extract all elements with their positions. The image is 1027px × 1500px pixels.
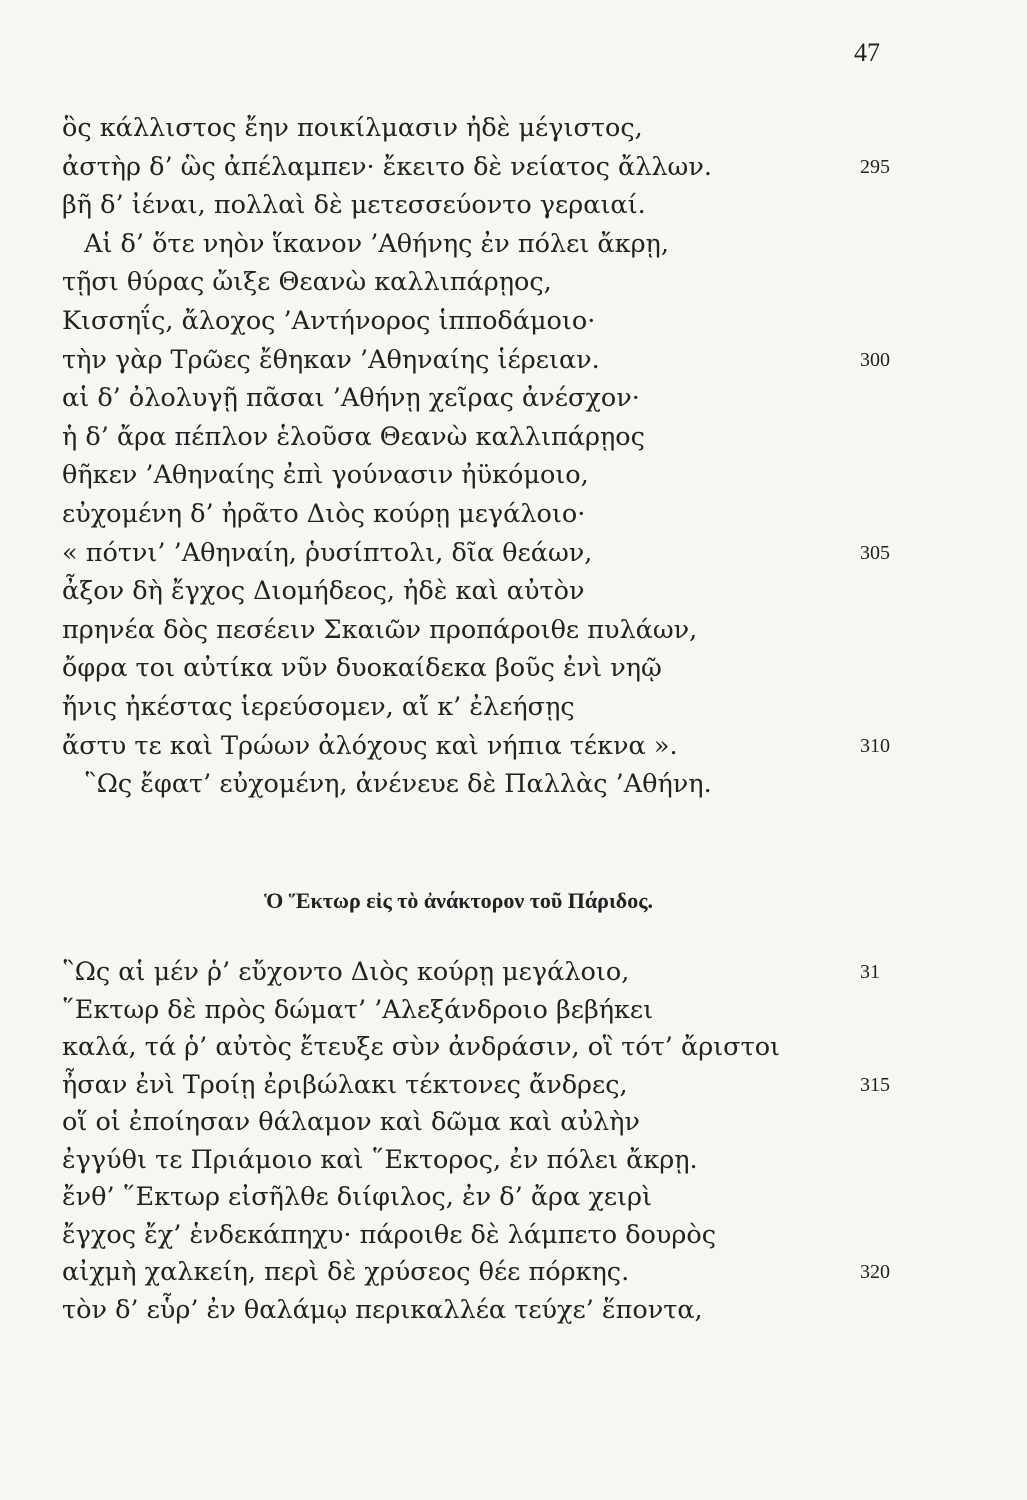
verse-line <box>62 687 962 727</box>
verse-text: ἦσαν ἐνὶ Τροίῃ ἐριβώλακι τέκτονες ἄνδρες, <box>62 1069 628 1100</box>
verse-line <box>62 1102 962 1142</box>
verse-line <box>62 1027 962 1067</box>
verse-line <box>62 571 962 611</box>
verse-text: θῆκεν ’Αθηναίης ἐπὶ γούνασιν ἠϋκόμοιο, <box>62 460 589 491</box>
verse-text: Κισσηΐς, ἄλοχος ’Αντήνορος ἱπποδάμοιο· <box>62 306 596 336</box>
line-number: 320 <box>860 1261 890 1283</box>
verse-line <box>62 378 962 418</box>
verse-text: πρηνέα δὸς πεσέειν Σκαιῶν προπάροιθε πυλάων, <box>62 614 698 645</box>
verse-line <box>62 1140 962 1180</box>
verse-text: ῞Εκτωρ δὲ πρὸς δώματ’ ’Αλεξάνδροιο βεβήκει <box>62 994 654 1025</box>
verse-text: ὄφρα τοι αὐτίκα νῦν δυοκαίδεκα βοῦς ἐνὶ νηῷ <box>62 653 662 684</box>
verse-text: βῆ δ’ ἰέναι, πολλαὶ δὲ μετεσσεύοντο γεραιαί. <box>62 190 646 221</box>
verse-text: ὃς κάλλιστος ἔην ποικίλμασιν ἠδὲ μέγιστος, <box>62 113 643 143</box>
verse-line <box>62 990 962 1030</box>
verse-line <box>62 1177 962 1217</box>
verse-line <box>62 494 962 534</box>
verse-text: ῝Ως ἔφατ’ εὐχομένη, ἀνένευε δὲ Παλλὰς ’Αθήνη. <box>84 769 712 800</box>
verse-line <box>62 147 962 187</box>
verse-text: ἤνις ἠκέστας ἱερεύσομεν, αἴ κ’ ἐλεήσῃς <box>62 692 575 722</box>
verse-text: ἄστυ τε καὶ Τρώων ἀλόχους καὶ νήπια τέκνα ». <box>62 730 678 761</box>
verse-line <box>62 533 962 573</box>
line-number: 31 <box>860 961 880 983</box>
line-number: 305 <box>860 541 890 564</box>
verse-text: « πότνι’ ’Αθηναίη, ῥυσίπτολι, δῖα θεάων, <box>62 537 593 568</box>
page-number: 47 <box>854 38 880 67</box>
verse-text: εὐχομένη δ’ ἠρᾶτο Διὸς κούρῃ μεγάλοιο· <box>62 499 586 529</box>
line-number: 300 <box>860 348 890 371</box>
verse-text: αἰχμὴ χαλκείη, περὶ δὲ χρύσεος θέε πόρκης. <box>62 1257 630 1287</box>
verse-text: ἆξον δὴ ἔγχος Διομήδεος, ἠδὲ καὶ αὐτὸν <box>62 576 585 607</box>
line-number: 315 <box>860 1073 890 1096</box>
verse-line <box>62 726 962 766</box>
verse-text: ἔνθ’ ῞Εκτωρ εἰσῆλθε διίφιλος, ἐν δ’ ἄρα χειρὶ <box>62 1182 653 1212</box>
verse-line <box>62 185 962 225</box>
verse-line <box>62 417 962 457</box>
verse-line <box>62 301 962 341</box>
verse-line <box>62 340 962 380</box>
verse-line <box>62 108 962 148</box>
verse-line <box>62 764 984 804</box>
section-heading: Ὁ Ἕκτωρ εἰς τὸ ἀνάκτορον τοῦ Πάριδος. <box>264 888 653 913</box>
verse-text: Αἱ δ’ ὅτε νηὸν ἵκανον ’Αθήνης ἐν πόλει ἄκρῃ, <box>84 228 669 259</box>
line-number: 295 <box>860 155 890 178</box>
verse-text: αἱ δ’ ὀλολυγῇ πᾶσαι ’Αθήνῃ χεῖρας ἀνέσχον· <box>62 383 640 414</box>
verse-text: ἀστὴρ δ’ ὣς ἀπέλαμπεν· ἔκειτο δὲ νείατος ἄλλων. <box>62 151 712 182</box>
verse-text: τὴν γὰρ Τρῶες ἔθηκαν ’Αθηναίης ἱέρειαν. <box>62 344 600 375</box>
verse-text: τῇσι θύρας ὤιξε Θεανὼ καλλιπάρῃος, <box>62 267 552 298</box>
verse-line <box>62 952 962 992</box>
verse-line <box>62 1065 962 1105</box>
verse-text: ἐγγύθι τε Πριάμοιο καὶ ῞Εκτορος, ἐν πόλει ἄκρῃ. <box>62 1144 698 1175</box>
verse-text: ἔγχος ἔχ’ ἑνδεκάπηχυ· πάροιθε δὲ λάμπετο δουρὸς <box>62 1219 717 1250</box>
verse-text: τὸν δ’ εὗρ’ ἐν θαλάμῳ περικαλλέα τεύχε’ ἕποντα, <box>62 1294 703 1325</box>
line-number: 310 <box>860 734 890 757</box>
verse-line <box>62 455 962 495</box>
verse-line <box>62 610 962 650</box>
verse-line <box>62 224 984 264</box>
verse-text: καλά, τά ῥ’ αὐτὸς ἔτευξε σὺν ἀνδράσιν, οἳ τότ’ ἄριστοι <box>62 1032 781 1062</box>
verse-line <box>62 1290 962 1330</box>
verse-text: οἵ οἱ ἐποίησαν θάλαμον καὶ δῶμα καὶ αὐλὴν <box>62 1107 640 1137</box>
verse-line <box>62 1215 962 1255</box>
verse-line <box>62 262 962 302</box>
verse-line <box>62 1252 962 1292</box>
verse-line <box>62 648 962 688</box>
verse-text: ἡ δ’ ἄρα πέπλον ἑλοῦσα Θεανὼ καλλιπάρῃος <box>62 421 645 452</box>
verse-text: ῝Ως αἱ μέν ῥ’ εὔχοντο Διὸς κούρῃ μεγάλοιο, <box>62 957 630 987</box>
